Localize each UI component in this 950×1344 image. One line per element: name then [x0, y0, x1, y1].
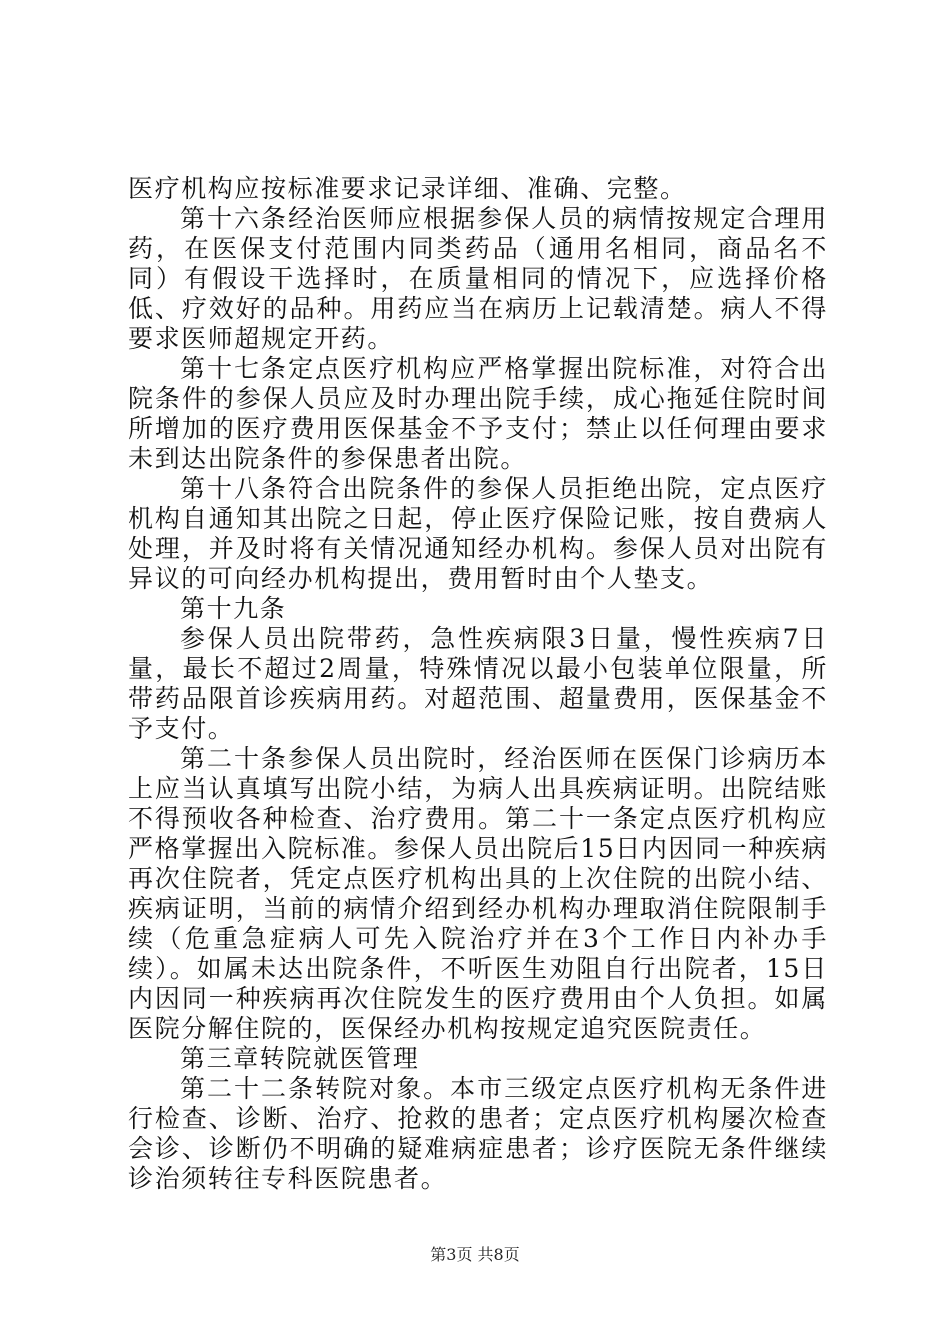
paragraph-article-18: 第十八条符合出院条件的参保人员拒绝出院，定点医疗机构自通知其出院之日起，停止医疗保险记账，按自费病人处理，并及时将有关情况通知经办机构。参保人员对出院有异议的可向经办机构提出，费用暂时由个人垫支。 — [128, 474, 828, 593]
page-number-footer: 第3页 共8页 — [430, 1245, 520, 1264]
document-body — [128, 174, 828, 1194]
paragraph-article-22: 第二十二条转院对象。本市三级定点医疗机构无条件进行检查、诊断、治疗、抢救的患者；定点医疗机构屡次检查会诊、诊断仍不明确的疑难病症患者；诊疗医院无条件继续诊治须转往专科医院患者。 — [128, 1074, 828, 1193]
paragraph-article-19-heading: 第十九条 — [180, 594, 287, 623]
paragraph-medical-record-standard: 医疗机构应按标准要求记录详细、准确、完整。 — [128, 174, 687, 203]
paragraph-article-17: 第十七条定点医疗机构应严格掌握出院标准，对符合出院条件的参保人员应及时办理出院手续，成心拖延住院时间所增加的医疗费用医保基金不予支付；禁止以任何理由要求未到达出院条件的参保患者出院。 — [128, 354, 828, 473]
chapter-3-heading: 第三章转院就医管理 — [180, 1044, 420, 1073]
paragraph-article-20-21: 第二十条参保人员出院时，经治医师在医保门诊病历本上应当认真填写出院小结，为病人出具疾病证明。出院结账不得预收各种检查、治疗费用。第二十一条定点医疗机构应严格掌握出入院标准。参保人员出院后15日内因同一种疾病再次住院者，凭定点医疗机构出具的上次住院的出院小结、疾病证明，当前的病情介绍到经办机构办理取消住院限制手续（危重急症病人可先入院治疗并在3个工作日内补办手续）。如属未达出院条件，不听医生劝阻自行出院者，15日内因同一种疾病再次住院发生的医疗费用由个人负担。如属医院分解住院的，医保经办机构按规定追究医院责任。 — [128, 744, 829, 1043]
paragraph-article-19-body: 参保人员出院带药，急性疾病限3日量，慢性疾病7日量，最长不超过2周量，特殊情况以最小包装单位限量，所带药品限首诊疾病用药。对超范围、超量费用，医保基金不予支付。 — [128, 624, 828, 743]
paragraph-article-16: 第十六条经治医师应根据参保人员的病情按规定合理用药，在医保支付范围内同类药品（通用名相同，商品名不同）有假设干选择时，在质量相同的情况下，应选择价格低、疗效好的品种。用药应当在病历上记载清楚。病人不得要求医师超规定开药。 — [128, 204, 828, 353]
